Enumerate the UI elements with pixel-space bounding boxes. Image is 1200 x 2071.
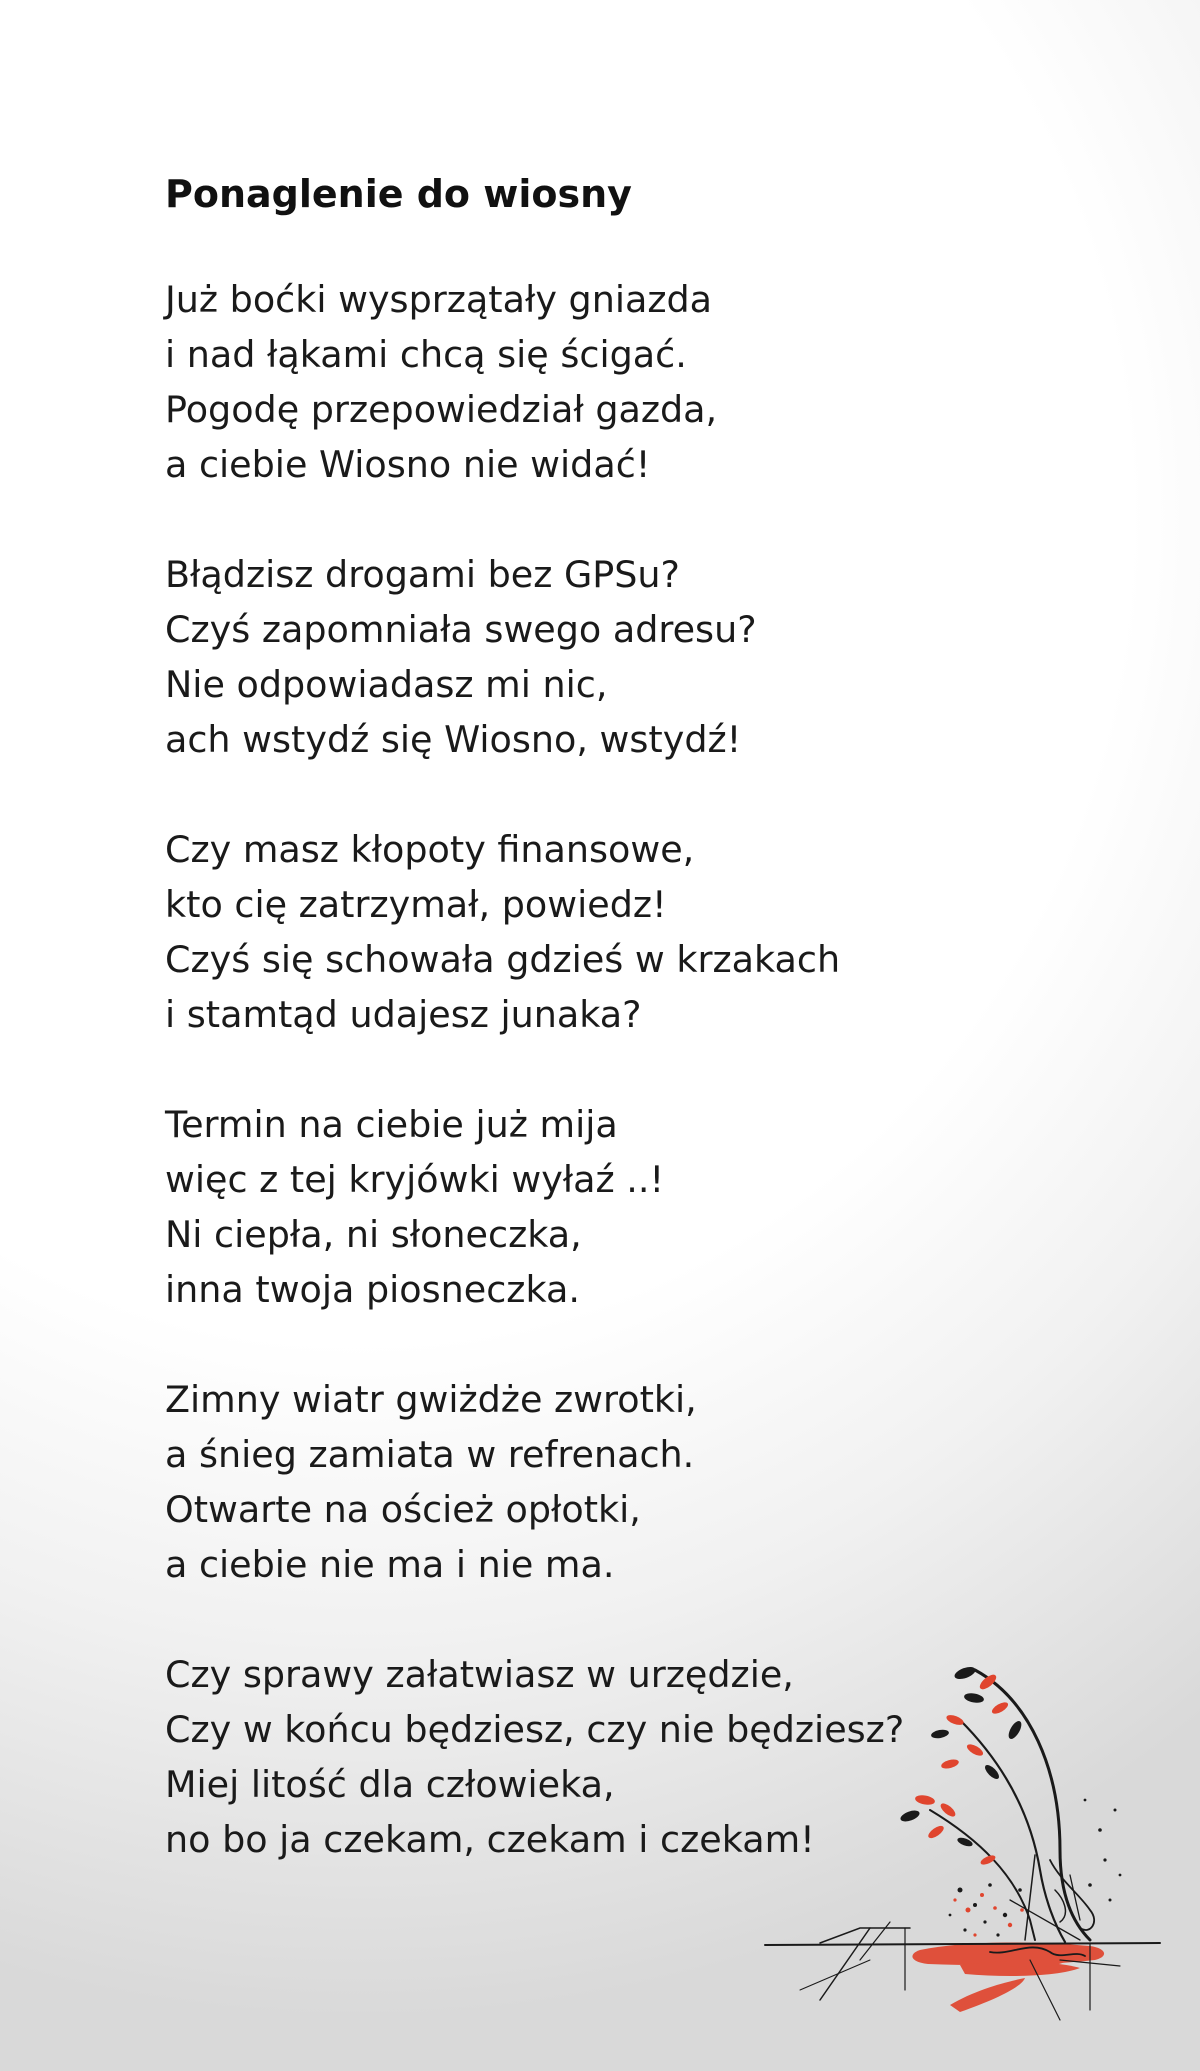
verse-line: Czyś zapomniała swego adresu?	[165, 608, 757, 651]
verse-line: Zimny wiatr gwiżdże zwrotki,	[165, 1378, 697, 1421]
stanza-5	[165, 1372, 1065, 1592]
verse-line: kto cię zatrzymał, powiedz!	[165, 883, 667, 926]
verse-line: Czyś się schowała gdzieś w krzakach	[165, 938, 841, 981]
red-brush-strokes	[912, 1943, 1104, 2012]
leaves	[899, 1665, 1024, 1867]
verse-line: Ni ciepła, ni słoneczka,	[165, 1213, 582, 1256]
verse-line: Błądzisz drogami bez GPSu?	[165, 553, 680, 596]
verse-line: i stamtąd udajesz junaka?	[165, 993, 642, 1036]
stanza-2	[165, 547, 1065, 767]
verse-line: Miej litość dla człowieka,	[165, 1763, 615, 1806]
verse-line: Pogodę przepowiedział gazda,	[165, 388, 718, 431]
verse-line: i nad łąkami chcą się ścigać.	[165, 333, 687, 376]
verse-line: ach wstydź się Wiosno, wstydź!	[165, 718, 742, 761]
branch-illustration	[760, 1660, 1180, 2040]
verse-line: Czy w końcu będziesz, czy nie będziesz?	[165, 1708, 905, 1751]
verse-line: inna twoja piosneczka.	[165, 1268, 580, 1311]
verse-line: no bo ja czekam, czekam i czekam!	[165, 1818, 815, 1861]
verse-line: Nie odpowiadasz mi nic,	[165, 663, 608, 706]
verse-line: a ciebie Wiosno nie widać!	[165, 443, 651, 486]
stanza-4	[165, 1097, 1065, 1317]
verse-line: a śnieg zamiata w refrenach.	[165, 1433, 695, 1476]
verse-line: Termin na ciebie już mija	[165, 1103, 618, 1146]
ink-dots	[949, 1799, 1122, 1937]
verse-line: a ciebie nie ma i nie ma.	[165, 1543, 615, 1586]
verse-line: Już boćki wysprzątały gniazda	[165, 278, 713, 321]
poem-title: Ponaglenie do wiosny	[165, 172, 632, 216]
stanza-1	[165, 272, 1065, 492]
verse-line: Czy masz kłopoty finansowe,	[165, 828, 695, 871]
verse-line: Otwarte na oścież opłotki,	[165, 1488, 641, 1531]
verse-line: więc z tej kryjówki wyłaź ..!	[165, 1158, 665, 1201]
verse-line: Czy sprawy załatwiasz w urzędzie,	[165, 1653, 794, 1696]
poem	[165, 168, 1065, 1922]
stanza-3	[165, 822, 1065, 1042]
